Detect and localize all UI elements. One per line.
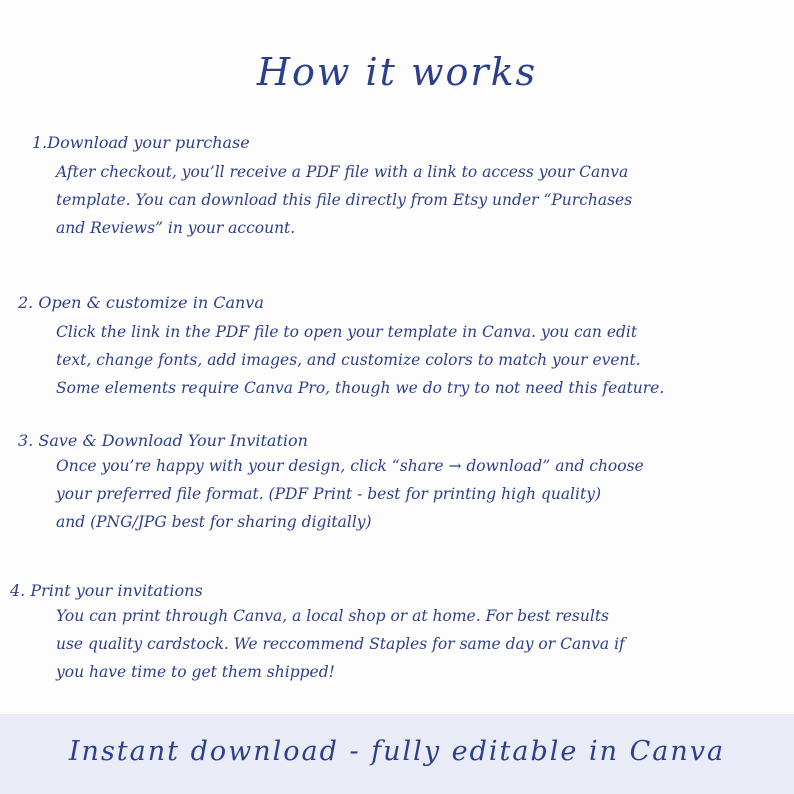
- step-description-line: Click the link in the PDF file to open your template in Canva. you can edit: [56, 323, 638, 341]
- step-description: [56, 452, 778, 536]
- step-description-line: and (PNG/JPG best for sharing digitally): [56, 513, 372, 531]
- footer-banner: [0, 714, 794, 794]
- step-download-purchase: [32, 132, 792, 242]
- step-save-download: [18, 430, 778, 536]
- step-print-invitations: [10, 580, 770, 686]
- step-description: [56, 318, 778, 402]
- step-open-customize: [18, 292, 778, 402]
- footer-text: Instant download - fully editable in Canva: [68, 736, 726, 767]
- step-description-line: template. You can download this file directly from Etsy under “Purchases: [56, 191, 633, 209]
- step-description: [56, 158, 792, 242]
- step-description-line: and Reviews” in your account.: [56, 219, 296, 237]
- step-description-line: Once you’re happy with your design, click “share → download” and choose: [56, 457, 644, 475]
- step-heading: 2. Open & customize in Canva: [18, 293, 264, 312]
- page-title: How it works: [256, 50, 538, 94]
- step-description-line: text, change fonts, add images, and customize colors to match your event.: [56, 351, 641, 369]
- step-heading: 4. Print your invitations: [10, 581, 203, 600]
- step-description-line: After checkout, you’ll receive a PDF file with a link to access your Canva: [56, 163, 629, 181]
- step-description-line: use quality cardstock. We reccommend Staples for same day or Canva if: [56, 635, 625, 653]
- step-description-line: your preferred file format. (PDF Print - best for printing high quality): [56, 485, 602, 503]
- step-description: [56, 602, 770, 686]
- step-description-line: Some elements require Canva Pro, though we do try to not need this feature.: [56, 379, 665, 397]
- step-description-line: You can print through Canva, a local shop or at home. For best results: [56, 607, 610, 625]
- step-heading: 3. Save & Download Your Invitation: [18, 431, 308, 450]
- step-description-line: you have time to get them shipped!: [56, 663, 335, 681]
- step-heading: 1.Download your purchase: [32, 133, 250, 152]
